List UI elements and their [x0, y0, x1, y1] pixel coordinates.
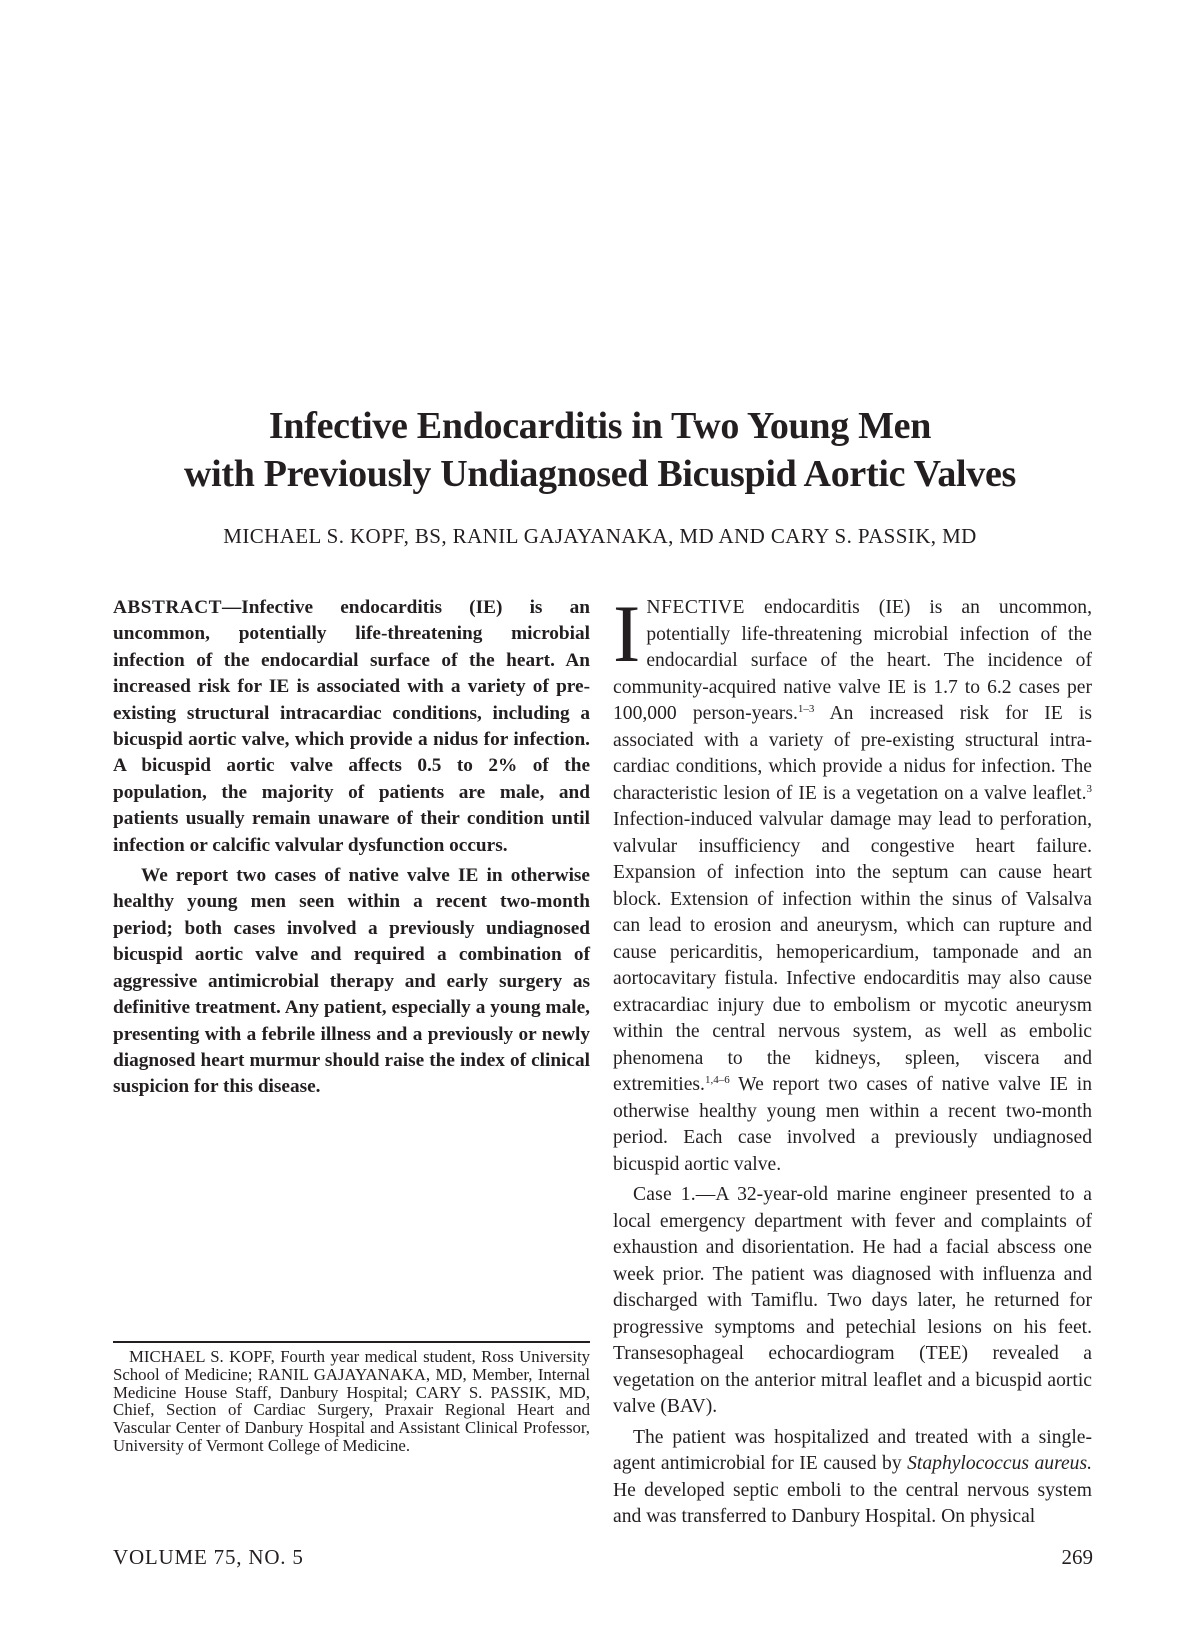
footnote-divider: [113, 1341, 590, 1343]
citation-ref: 1,4–6: [704, 1074, 730, 1086]
body-paragraph-3: [613, 1425, 1092, 1531]
title-line-2: with Previously Undiagnosed Bicuspid Aortic Valves: [183, 453, 1017, 495]
body-column: [613, 588, 1092, 1531]
organism-name: Staphylococcus aureus.: [907, 1453, 1092, 1474]
abstract-paragraph-2: We report two cases of native valve IE in otherwise healthy young men seen within a recent two-month period; both cases involved a previously undiagnosed bicuspid aortic valve and required a combination of aggressive antimicrobial therapy and early surgery as definitive treatment. Any patient, especially a young male, presenting with a febrile illness and a previously or newly diagnosed heart murmur should raise the index of clinical suspicion for this disease.: [113, 865, 590, 1098]
body-text-1b: An increased risk for IE is associated with a variety of pre-existing structural intracardiac conditions, which provide a nidus for infection. The characteristic lesion of IE is a vegetation on a valve leaflet.: [613, 703, 1092, 804]
citation-ref: 3: [1086, 782, 1092, 795]
abstract-text-1: —Infective endocarditis (IE) is an uncommon, potentially life-threatening microbial infection of the endocardial surface of the heart. An increased risk for IE is associated with a variety of pre-existing structural intracardiac conditions, including a bicuspid aortic valve, which provide a nidus for infection. A bicuspid aortic valve affects 0.5 to 2% of the population, the majority of patients are male, and patients usually remain unaware of their condition until infection or calcific valvular dysfunction occurs.: [113, 597, 590, 856]
drop-cap: I: [613, 588, 641, 679]
abstract-column: [113, 595, 590, 1101]
body-text-3a: The patient was hospitalized and treated with a single-agent antimicrobial for IE caused by: [613, 1426, 1092, 1474]
volume-issue: VOLUME 75, NO. 5: [113, 1545, 304, 1569]
abstract-label: ABSTRACT: [113, 597, 223, 618]
title-line-1: Infective Endocarditis in Two Young Men: [268, 405, 932, 447]
body-paragraph-1: [613, 588, 1092, 1178]
body-text-1c: Infection-induced valvular damage may lead to perforation, valvular insufficiency and congestive heart failure. Expansion of infection into the septum can cause heart block. Extension of infection within the sinus of Valsalva can lead to erosion and aneurysm, which can rupture and cause pericarditis, hemopericardium, tamponade and an aortocavitary fistula. Infective endocarditis may also cause extracardiac injury due to embolism or mycotic aneurysm within the central nervous system, as well as embolic phenomena to the kidneys, spleen, viscera and extremities.: [613, 809, 1092, 1095]
body-paragraph-2: [613, 1182, 1092, 1421]
case-label: Case 1.: [633, 1184, 696, 1205]
author-affiliations-footnote: MICHAEL S. KOPF, Fourth year medical student, Ross University School of Medicine; RANIL GAJAYANAKA, MD, Member, Internal Medicine House Staff, Danbury Hospital; CARY S. PASSIK, MD, Chief, Section of Cardiac Surgery, Praxair Regional Heart and Vascular Center of Danbury Hospital and Assistant Clinical Professor, University of Vermont College of Medicine.: [113, 1347, 590, 1455]
intro-caps: NFECTIVE: [646, 597, 746, 618]
body-text-1d: We report two cases of native valve IE in otherwise healthy young men within a recent two-month period. Each case involved a previously undiagnosed bicuspid aortic valve.: [613, 1074, 1092, 1175]
article-title: [100, 402, 1100, 498]
citation-ref: 1–3: [797, 703, 815, 715]
page-number: 269: [1061, 1545, 1093, 1569]
body-text-2: —A 32-year-old marine engineer presented to a local emergency department with fever and complaints of exhaustion and disorientation. He had a facial abscess one week prior. The patient was diagnosed with influenza and discharged with Tamiflu. Two days later, he returned for progressive symptoms and petechial lesions on his feet. Transesophageal echocardiogram (TEE) revealed a vegetation on the anterior mitral leaflet and a bicuspid aortic valve (BAV).: [613, 1184, 1092, 1417]
author-list: MICHAEL S. KOPF, BS, RANIL GAJAYANAKA, MD AND CARY S. PASSIK, MD: [223, 524, 977, 548]
abstract-paragraph-1: [113, 595, 590, 859]
body-text-1a: endocarditis (IE) is an uncommon, potentially life-threatening microbial infection of the endocardial surface of the heart. The incidence of community-acquired native valve IE is 1.7 to 6.2 cases per 100,000 person-years.: [613, 597, 1092, 724]
body-text-3b: He developed septic emboli to the central nervous system and was transferred to Danbury Hospital. On physical: [613, 1479, 1092, 1527]
